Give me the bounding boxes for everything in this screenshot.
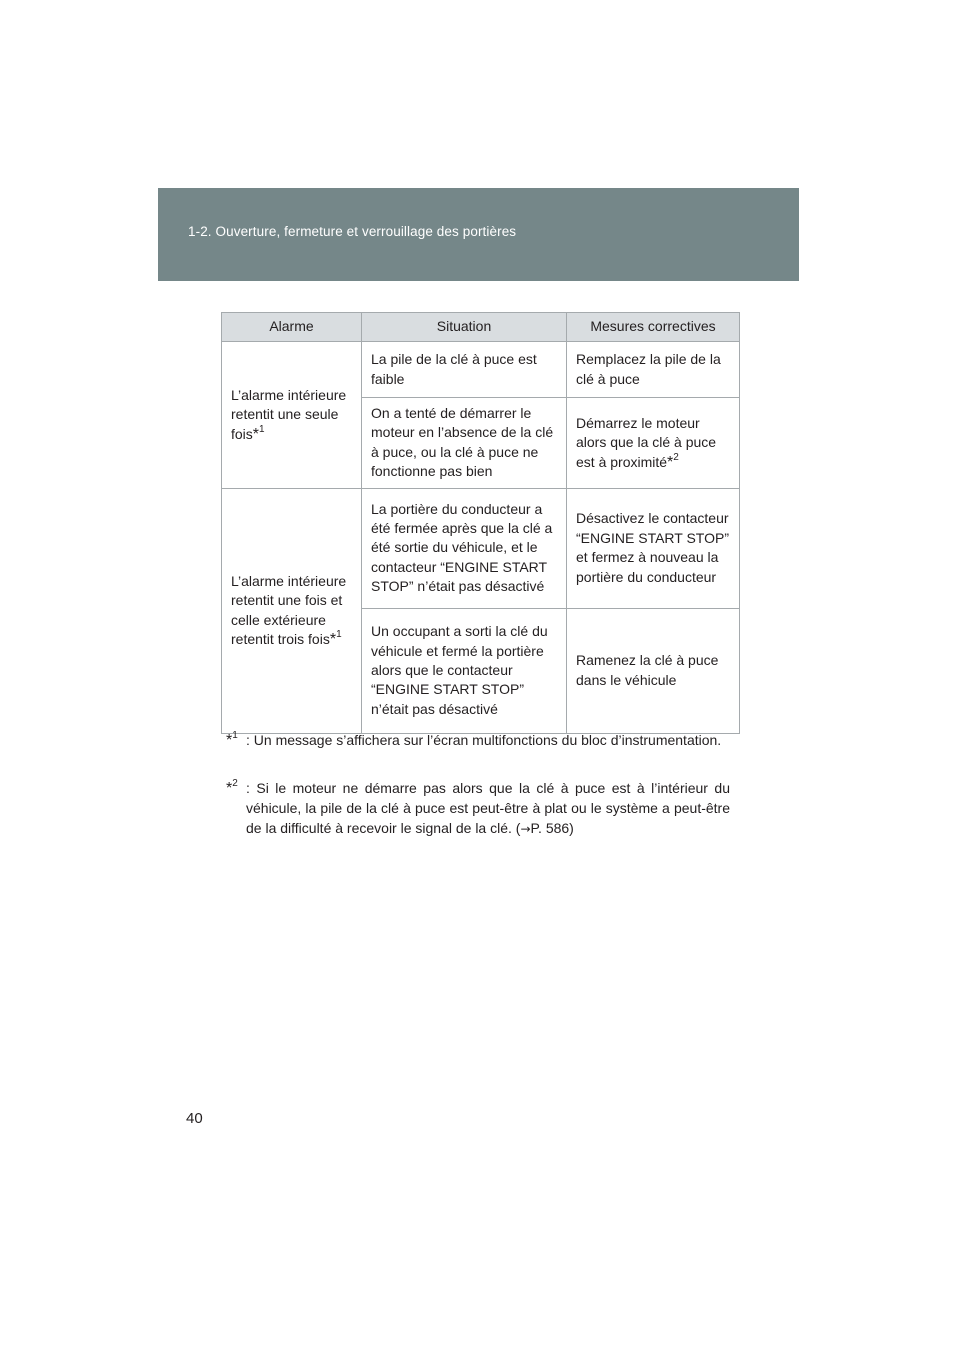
action-text: Démarrez le moteur alors que la clé à puce est à proximité (576, 414, 717, 470)
footnote-text: : Un message s’affichera sur l’écran multifonctions du bloc d’instrumentation. (246, 732, 722, 748)
footnote-ref: 1 (336, 629, 342, 641)
footnote-mark (226, 778, 238, 799)
column-header-alarm: Alarme (222, 313, 362, 342)
column-header-situation: Situation (362, 313, 567, 342)
alarm-cell (222, 342, 362, 489)
table-row (222, 488, 740, 608)
page-reference-link[interactable]: P. 586) (530, 820, 574, 836)
footnote-star-icon: * (667, 453, 674, 471)
footnote-number: 1 (232, 730, 238, 741)
footnote-body: : Si le moteur ne démarre pas alors que la clé à puce est à l’intérieur du véhicule, la pile de la clé à puce est peut-être à plat ou le système a peut-être de la difficulté à recevoir le signal de la clé. ( (246, 780, 730, 836)
alarm-text: L’alarme intérieure retentit une fois et celle extérieure retentit trois fois (231, 572, 347, 648)
situation-cell: Un occupant a sorti la clé du véhicule et fermé la portière alors que le contacteur “ENGINE START STOP” n’était pas désactivé (362, 608, 567, 733)
footnote-text (246, 778, 730, 839)
action-cell: Remplacez la pile de la clé à puce (567, 342, 740, 398)
column-header-actions: Mesures correctives (567, 313, 740, 342)
footnote (226, 730, 730, 750)
action-cell: Désactivez le contacteur “ENGINE START STOP” et fermez à nouveau la portière du conducteur (567, 488, 740, 608)
footnote-star-icon: * (329, 631, 337, 649)
alarm-text: L’alarme intérieure retentit une seule fois (231, 386, 347, 442)
table-row (222, 342, 740, 398)
action-cell: Ramenez la clé à puce dans le véhicule (567, 608, 740, 733)
alarm-cell (222, 488, 362, 733)
footnote-mark (226, 730, 238, 751)
situation-cell: La portière du conducteur a été fermée après que la clé a été sortie du véhicule, et le contacteur “ENGINE START STOP” n’était pas désactivé (362, 488, 567, 608)
footnote-star-icon: * (226, 780, 233, 797)
footnote-ref: 1 (259, 423, 265, 435)
section-title: 1-2. Ouverture, fermeture et verrouillage des portières (188, 224, 517, 239)
section-header-band (158, 188, 799, 281)
footnote-number: 2 (232, 778, 238, 789)
situation-cell: La pile de la clé à puce est faible (362, 342, 567, 398)
page-number: 40 (186, 1110, 203, 1127)
table-header-row (222, 313, 740, 342)
action-cell (567, 398, 740, 489)
page-ref-arrow-icon: → (520, 822, 531, 836)
footnote-star-icon: * (226, 732, 233, 749)
footnote-ref: 2 (673, 451, 679, 463)
footnote-star-icon: * (252, 425, 260, 443)
footnote (226, 778, 730, 839)
situation-cell: On a tenté de démarrer le moteur en l’absence de la clé à puce, ou la clé à puce ne fonctionne pas bien (362, 398, 567, 489)
alarm-table (221, 312, 740, 734)
